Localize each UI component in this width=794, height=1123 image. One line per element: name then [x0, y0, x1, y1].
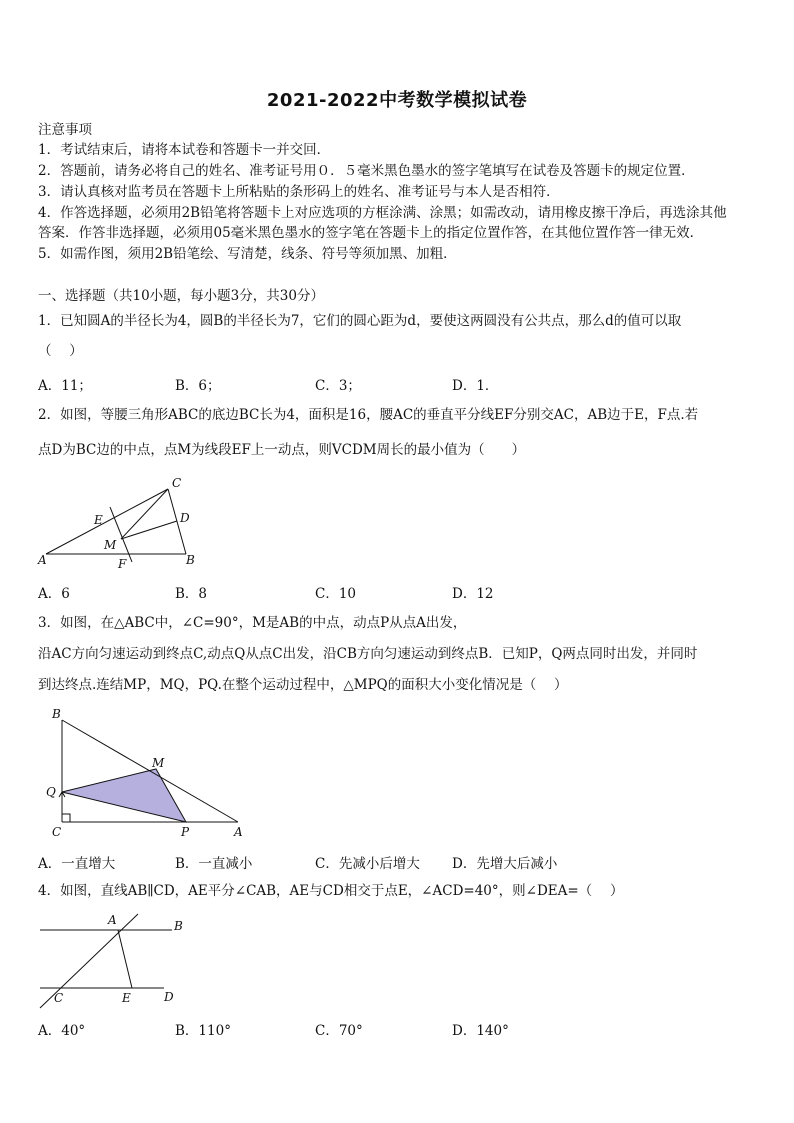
label-a: A	[108, 913, 117, 927]
notice-item: 答案．作答非选择题，必须用05毫米黑色墨水的签字笔在答题卡上的指定位置作答，在其他位置作答一律无效．	[38, 225, 704, 241]
segment-ae	[118, 930, 132, 988]
question-2-text: 点D为BC边的中点，点M为线段EF上一动点，则VCDM周长的最小值为（ ）	[38, 442, 526, 458]
label-b: B	[186, 553, 195, 567]
option-d[interactable]: D．140°	[452, 1023, 509, 1039]
notice-item: 2．答题前，请务必将自己的姓名、准考证号用０．５毫米黑色墨水的签字笔填写在试卷及答题卡的规定位置．	[38, 163, 695, 179]
option-c[interactable]: C．3；	[315, 378, 361, 394]
option-b[interactable]: B．8	[175, 586, 208, 602]
label-d: D	[180, 511, 190, 525]
option-a[interactable]: A．40°	[38, 1023, 86, 1039]
label-f: F	[118, 557, 127, 571]
page-title: 2021-2022中考数学模拟试卷	[266, 90, 528, 111]
notice-item: 1．考试结束后，请将本试卷和答题卡一并交回．	[38, 142, 331, 158]
option-d[interactable]: D．1．	[452, 378, 499, 394]
option-a[interactable]: A．一直增大	[38, 856, 116, 872]
question-1-text: 1．已知圆A的半径长为4，圆B的半径长为7，它们的圆心距为d，要使这两圆没有公共点，那么d的值可以取	[38, 313, 682, 329]
question-1-options	[38, 374, 758, 392]
question-3-text: 3．如图，在△ABC中，∠C=90°，M是AB的中点，动点P从点A出发，	[38, 615, 467, 631]
right-angle-mark	[62, 814, 70, 822]
question-4-options	[38, 1019, 758, 1037]
option-b[interactable]: B．6；	[175, 378, 221, 394]
label-m: M	[152, 756, 165, 770]
label-e: E	[122, 991, 131, 1005]
option-c[interactable]: C．70°	[315, 1023, 363, 1039]
option-c[interactable]: C．10	[315, 586, 357, 602]
option-d[interactable]: D．先增大后减小	[452, 856, 558, 872]
label-c: C	[54, 991, 64, 1005]
question-4-text: 4．如图，直线AB∥CD，AE平分∠CAB，AE与CD相交于点E，∠ACD=40°，则∠DEA=（ ）	[38, 883, 624, 899]
label-c: C	[52, 825, 62, 839]
question-3-figure	[40, 704, 255, 839]
question-4-figure	[36, 910, 186, 1010]
notice-item: 3．请认真核对监考员在答题卡上所粘贴的条形码上的姓名、准考证号与本人是否相符．	[38, 184, 560, 200]
notice-item: 4．作答选择题，必须用2B铅笔将答题卡上对应选项的方框涂满、涂黑；如需改动，请用橡皮擦干净后，再选涂其他	[38, 205, 727, 221]
question-2-figure	[36, 472, 206, 572]
label-p: P	[181, 825, 190, 839]
notice-item: 5．如需作图，须用2B铅笔绘、写清楚，线条、符号等须加黑、加粗．	[38, 246, 457, 262]
option-a[interactable]: A．6	[38, 586, 70, 602]
label-d: D	[164, 990, 174, 1004]
label-m: M	[104, 538, 117, 552]
option-c[interactable]: C．先减小后增大	[315, 856, 420, 872]
question-2-text: 2．如图，等腰三角形ABC的底边BC长为4，面积是16，腰AC的垂直平分线EF分别交AC，AB边于E，F点.若	[38, 407, 699, 423]
option-b[interactable]: B．一直减小	[175, 856, 253, 872]
label-e: E	[94, 513, 103, 527]
question-3-text: 到达终点.连结MP，MQ，PQ.在整个运动过程中，△MPQ的面积大小变化情况是（ ）	[38, 677, 568, 693]
question-3-options	[38, 852, 758, 870]
option-b[interactable]: B．110°	[175, 1023, 231, 1039]
label-b: B	[174, 919, 183, 933]
question-1-text: （ ）	[38, 343, 83, 359]
notice-heading: 注意事项	[38, 122, 92, 138]
question-3-text: 沿AC方向匀速运动到终点C,动点Q从点C出发，沿CB方向匀速运动到终点B．已知P，Q两点同时出发，并同时	[38, 646, 698, 662]
triangle-mpq-shaded	[62, 769, 186, 822]
label-a: A	[234, 825, 243, 839]
label-c: C	[172, 476, 182, 490]
option-d[interactable]: D．12	[452, 586, 494, 602]
label-b: B	[52, 707, 61, 721]
label-a: A	[38, 553, 47, 567]
label-q: Q	[46, 785, 56, 799]
question-2-options	[38, 582, 758, 600]
option-a[interactable]: A．11；	[38, 378, 92, 394]
section-heading: 一、选择题（共10小题，每小题3分，共30分）	[38, 288, 324, 304]
